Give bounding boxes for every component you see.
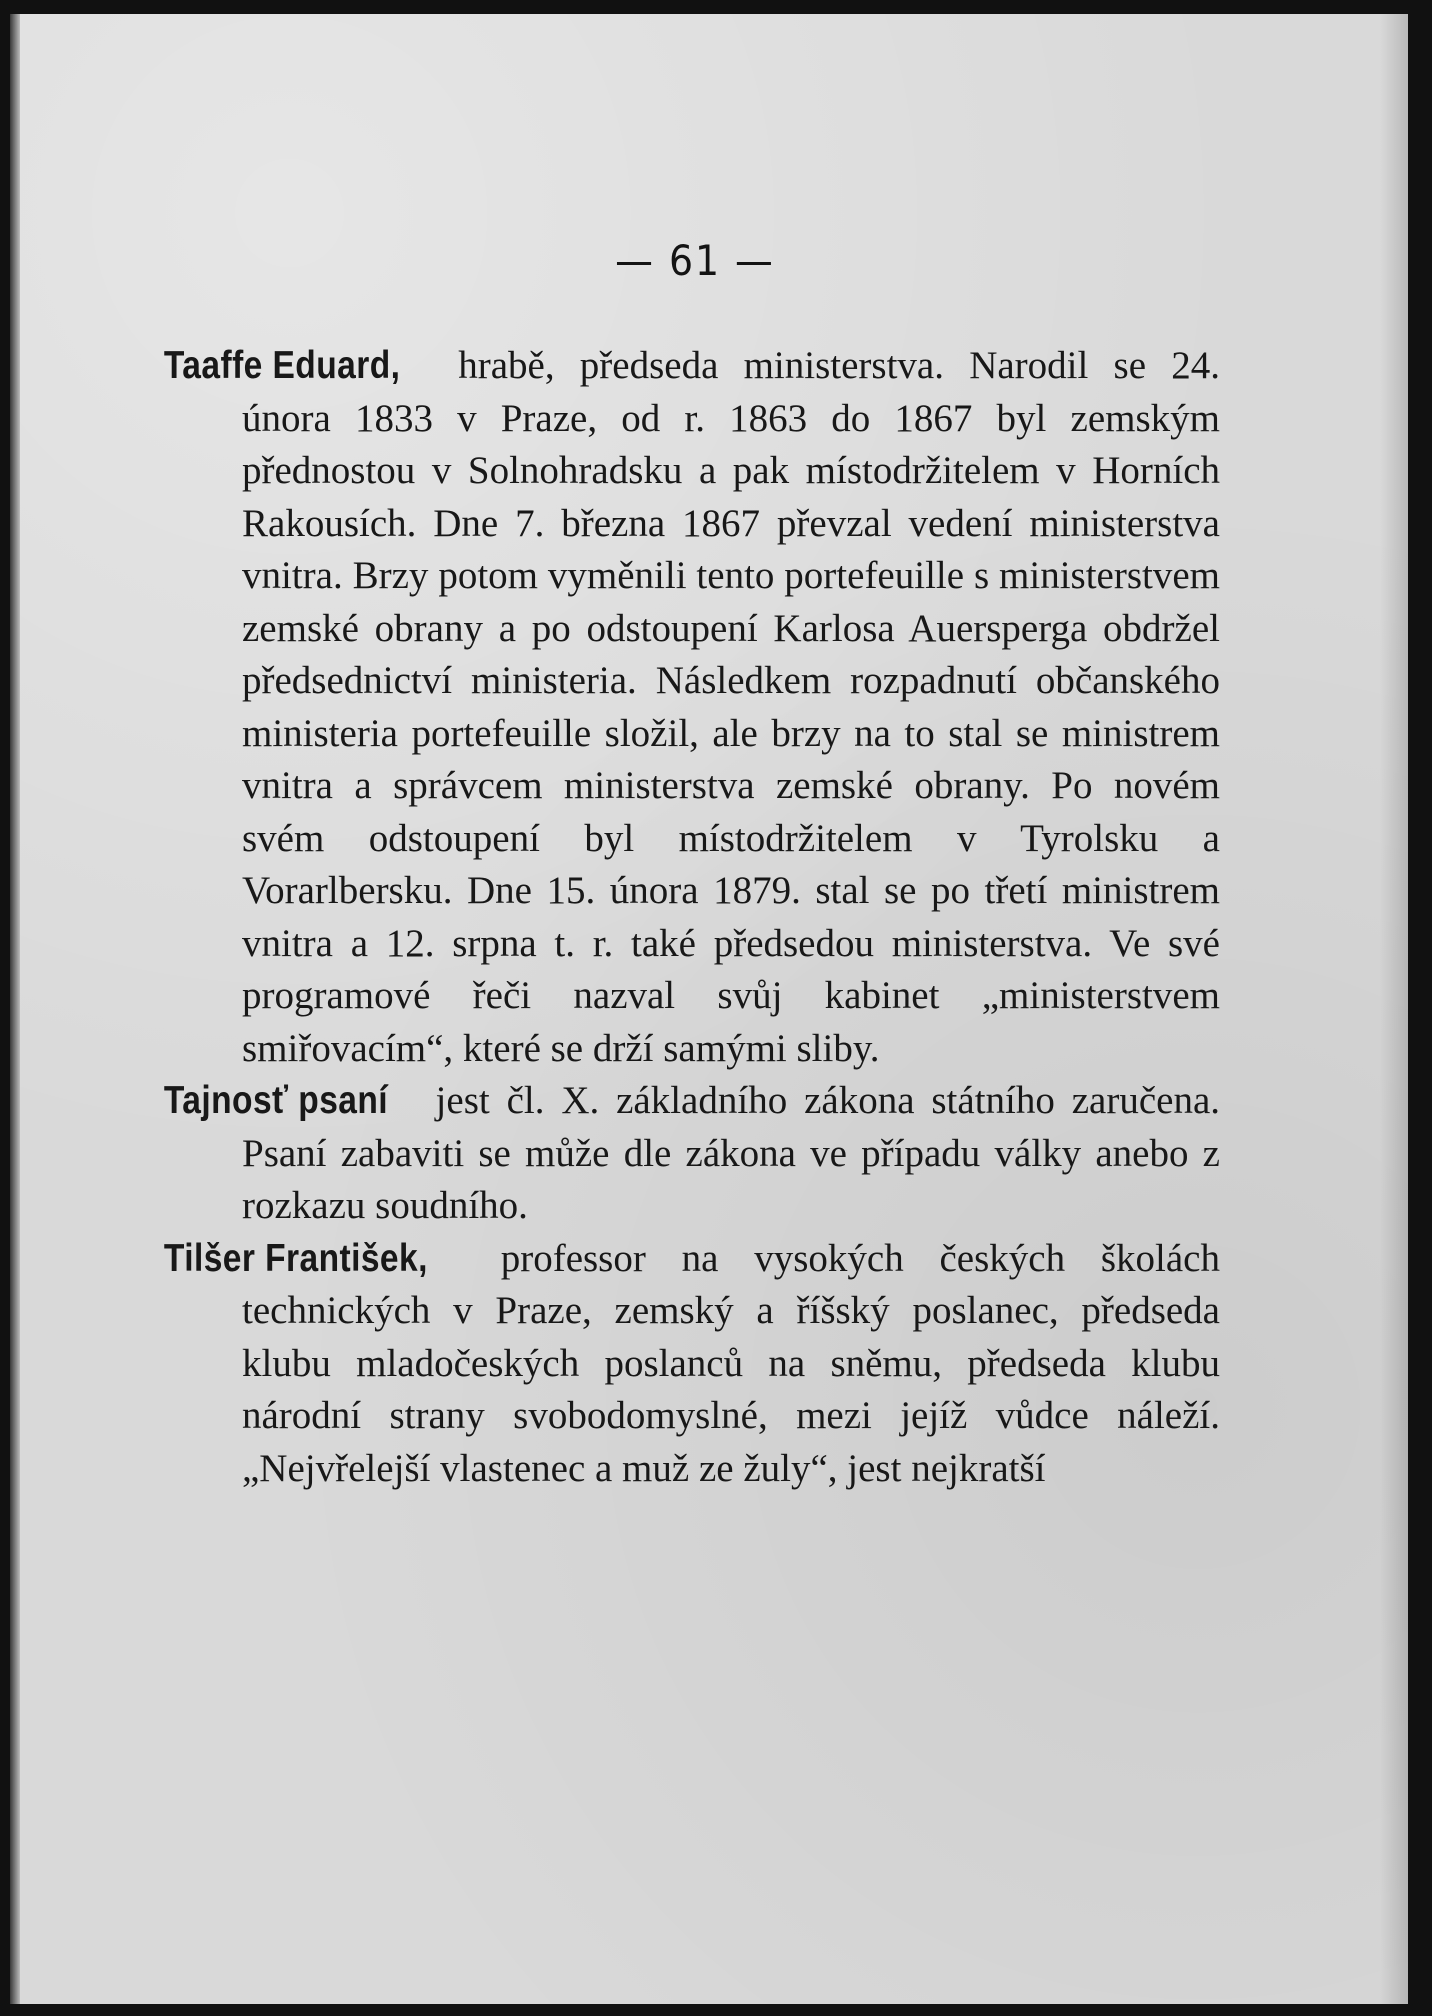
entry-taaffe	[163, 340, 1220, 1075]
entry-heading: Tajnosť psaní	[163, 1079, 389, 1122]
entry-tilser	[163, 1233, 1220, 1496]
entry-heading: Taaffe Eduard,	[163, 344, 401, 387]
entry-body: hrabě, předseda ministerstva. Narodil se 24. února 1833 v Praze, od r. 1863 do 1867 byl zemským přednostou v Solnohradsku a pak místodržitelem v Horních Rakousích. Dne 7. března 1867 převzal vedení ministerstva vnitra. Brzy potom vyměnili tento portefeuille s ministerstvem zemské obrany a po odstoupení Karlosa Auersperga obdržel předsednictví ministeria. Následkem rozpadnutí občanského ministeria portefeuille složil, ale brzy na to stal se ministrem vnitra a správcem ministerstva zemské obrany. Po novém svém odstoupení byl místodržitelem v Tyrolsku a Vorarlbersku. Dne 15. února 1879. stal se po třetí ministrem vnitra a 12. srpna t. r. také předsedou ministerstva. Ve své programové řeči nazval svůj kabinet „ministerstvem smiřovacím“, které se drží samými sliby.	[242, 344, 1220, 1070]
entry-heading: Tilšer František,	[163, 1236, 428, 1280]
dictionary-text	[163, 340, 1221, 1495]
book-page	[10, 14, 1408, 2004]
entry-body: professor na vysokých českých školách technických v Praze, zemský a říšský poslanec, předseda klubu mladočeských poslanců na sněmu, předseda klubu národní strany svobodomyslné, mezi jejíž vůdce náleží. „Nejvřelejší vlastenec a muž ze žuly“, jest nejkratší	[242, 1236, 1220, 1490]
entry-body: jest čl. X. základního zákona státního zaručena. Psaní zabaviti se může dle zákona ve případu války anebo z rozkazu soudního.	[242, 1079, 1221, 1227]
page-number: — 61 —	[615, 236, 775, 285]
entry-tajnost	[163, 1075, 1221, 1233]
page-edge-shadow	[1380, 14, 1408, 2004]
page-spine-shadow	[10, 14, 20, 2004]
